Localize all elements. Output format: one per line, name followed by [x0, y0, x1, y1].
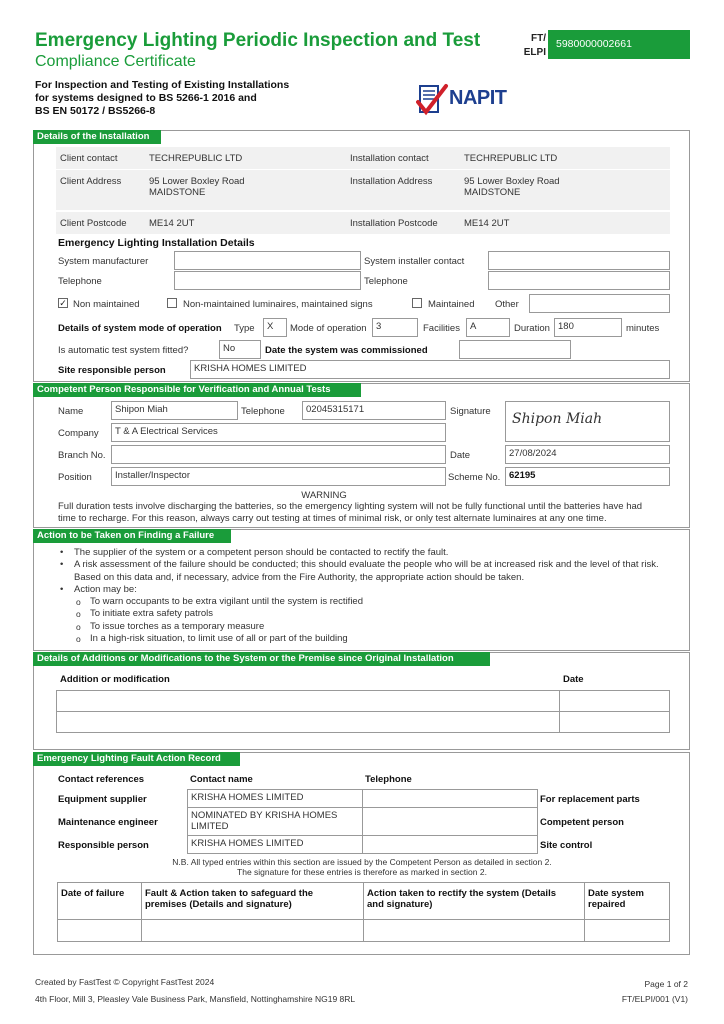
position-label: Position — [58, 472, 92, 483]
installation-address-label: Installation Address — [350, 176, 433, 187]
page-subtitle: Compliance Certificate — [35, 53, 196, 70]
additions-col-addition: Addition or modification — [60, 674, 170, 685]
form-code-1: FT/ — [531, 33, 546, 44]
contact-name-heading: Contact name — [190, 774, 253, 785]
intro-line-2: for systems designed to BS 5266-1 2016 and — [35, 92, 257, 104]
action-item: • The supplier of the system or a competent person should be contacted to rectify the fault. — [58, 547, 678, 559]
fault-heading: Emergency Lighting Fault Action Record — [33, 752, 240, 766]
facilities-label: Facilities — [423, 323, 460, 334]
date-cell[interactable] — [560, 712, 670, 733]
table-row — [58, 920, 670, 942]
mode-heading: Details of system mode of operation — [58, 323, 222, 334]
certificate-number: 5980000002661 — [548, 30, 690, 59]
maintenance-engineer-name-field[interactable] — [187, 807, 363, 836]
competent-telephone-label: Telephone — [241, 406, 285, 417]
warning-line-1: Full duration tests involve discharging the batteries, so the emergency lighting system will not be fully functional until the batteries have had — [58, 501, 643, 512]
competent-heading: Competent Person Responsible for Verification and Annual Tests — [33, 383, 361, 397]
nb-note-2: The signature for these entries is therefore as marked in section 2. — [237, 867, 487, 877]
auto-test-label: Is automatic test system fitted? — [58, 345, 189, 356]
rectify-action-header-line-1: Action taken to rectify the system (Details — [367, 888, 556, 899]
date-cell[interactable] — [560, 691, 670, 712]
date-of-failure-cell[interactable] — [58, 920, 142, 942]
rectify-action-header-line-2: and signature) — [367, 899, 433, 910]
client-postcode-label: Client Postcode — [60, 218, 127, 229]
signature-image: Shipon Miah — [512, 411, 603, 427]
equipment-supplier-name-field[interactable]: KRISHA HOMES LIMITED — [187, 789, 363, 808]
action-item: • Action may be: — [58, 584, 678, 596]
client-contact-label: Client contact — [60, 153, 118, 164]
facilities-field[interactable]: A — [466, 318, 510, 337]
telephone-left-field[interactable] — [174, 271, 361, 290]
responsible-person-note: Site control — [540, 840, 593, 851]
minutes-label: minutes — [626, 323, 660, 334]
equipment-supplier-label: Equipment supplier — [58, 794, 147, 805]
client-address-line-1: 95 Lower Boxley Road — [149, 176, 245, 187]
footer-form-code: FT/ELPI/001 (V1) — [621, 994, 688, 1004]
intro-text — [35, 79, 289, 118]
date-label: Date — [450, 450, 471, 461]
installation-contact-label: Installation contact — [350, 153, 429, 164]
napit-tick-icon — [416, 82, 450, 116]
contact-refs-heading: Contact references — [58, 774, 145, 785]
additions-heading: Details of Additions or Modifications to the System or the Premise since Original Installation — [33, 652, 490, 666]
name-label: Name — [58, 406, 84, 417]
date-repaired-header-line-1: Date system — [588, 888, 644, 899]
site-responsible-field[interactable]: KRISHA HOMES LIMITED — [190, 360, 670, 379]
system-manufacturer-label: System manufacturer — [58, 256, 149, 267]
non-maintained-label: Non maintained — [73, 299, 140, 310]
action-subitem: o In a high-risk situation, to limit use of all or part of the building — [58, 633, 678, 645]
other-field[interactable] — [529, 294, 670, 313]
footer-page-number: Page 1 of 2 — [644, 979, 688, 989]
fault-action-cell[interactable] — [142, 920, 364, 942]
equipment-supplier-note: For replacement parts — [540, 794, 640, 805]
fault-table — [57, 882, 670, 942]
table-header-row — [58, 883, 670, 920]
date-repaired-header — [585, 883, 670, 920]
nm-luminaires-label: Non-maintained luminaires, maintained signs — [183, 299, 373, 310]
installation-address-line-2: MAIDSTONE — [464, 187, 521, 198]
system-installer-label: System installer contact — [364, 256, 465, 267]
duration-label: Duration — [514, 323, 550, 334]
system-manufacturer-field[interactable] — [174, 251, 361, 270]
other-label: Other — [495, 299, 519, 310]
system-installer-field[interactable] — [488, 251, 670, 270]
warning-line-2: time to recharge. For this reason, always carry out testing at times of minimal risk, or only test alternate luminaires at any one time. — [58, 513, 607, 524]
installation-postcode-label: Installation Postcode — [350, 218, 438, 229]
installation-heading: Details of the Installation — [33, 130, 161, 144]
warning-text — [58, 501, 678, 524]
date-field[interactable]: 27/08/2024 — [505, 445, 670, 464]
action-item-continued: Based on this data and, if necessary, advice from the Fire Authority, the appropriate action should be taken. — [74, 571, 525, 583]
intro-line-3: BS EN 50172 / BS5266-8 — [35, 105, 156, 117]
type-field[interactable]: X — [263, 318, 287, 337]
rectify-action-header — [364, 883, 585, 920]
addition-cell[interactable] — [57, 691, 560, 712]
branch-label: Branch No. — [58, 450, 106, 461]
commissioned-field[interactable] — [459, 340, 571, 359]
signature-label: Signature — [450, 406, 491, 417]
date-repaired-cell[interactable] — [585, 920, 670, 942]
table-row — [57, 712, 670, 733]
branch-field[interactable] — [111, 445, 446, 464]
client-address-line-2: MAIDSTONE — [149, 187, 206, 198]
maintenance-engineer-name-line-2: LIMITED — [191, 821, 229, 832]
date-repaired-header-line-2: repaired — [588, 899, 626, 910]
competent-telephone-field[interactable]: 02045315171 — [302, 401, 446, 420]
installation-address-line-1: 95 Lower Boxley Road — [464, 176, 560, 187]
additions-table — [56, 690, 670, 733]
fault-action-header-line-1: Fault & Action taken to safeguard the — [145, 888, 314, 899]
commissioned-label: Date the system was commissioned — [265, 345, 428, 356]
equipment-supplier-telephone-field[interactable] — [362, 789, 538, 808]
warning-title: WARNING — [301, 490, 347, 501]
client-address-value — [149, 176, 245, 198]
mode-field[interactable]: 3 — [372, 318, 418, 337]
company-field[interactable]: T & A Electrical Services — [111, 423, 446, 442]
form-code — [520, 32, 546, 60]
action-item: • A risk assessment of the failure should be conducted; this should evaluate the people who will be at increased risk and the level of that risk. — [58, 559, 678, 571]
fault-action-header-line-2: premises (Details and signature) — [145, 899, 292, 910]
maintenance-engineer-telephone-field[interactable] — [362, 807, 538, 836]
telephone-right-field[interactable] — [488, 271, 670, 290]
form-code-2: ELPI — [523, 47, 546, 58]
action-list — [58, 547, 678, 645]
installation-contact-value: TECHREPUBLIC LTD — [464, 153, 558, 164]
maintained-label: Maintained — [428, 299, 475, 310]
client-contact-value: TECHREPUBLIC LTD — [149, 153, 243, 164]
name-field[interactable]: Shipon Miah — [111, 401, 238, 420]
el-details-heading: Emergency Lighting Installation Details — [58, 237, 255, 249]
non-maintained-checkbox[interactable]: ✓ — [59, 298, 67, 308]
signature-field[interactable] — [505, 401, 670, 442]
type-label: Type — [234, 323, 255, 334]
additions-col-date: Date — [563, 674, 584, 685]
nm-luminaires-checkbox[interactable] — [167, 298, 177, 308]
auto-test-field[interactable]: No — [219, 340, 261, 359]
action-heading: Action to be Taken on Finding a Failure — [33, 529, 231, 543]
table-row — [57, 691, 670, 712]
maintenance-engineer-name-line-1: NOMINATED BY KRISHA HOMES — [191, 810, 338, 821]
client-address-label: Client Address — [60, 176, 122, 187]
duration-field[interactable]: 180 — [554, 318, 622, 337]
responsible-person-label: Responsible person — [58, 840, 149, 851]
responsible-person-telephone-field[interactable] — [362, 835, 538, 854]
rectify-action-cell[interactable] — [364, 920, 585, 942]
action-subitem: o To issue torches as a temporary measure — [58, 621, 678, 633]
intro-line-1: For Inspection and Testing of Existing Installations — [35, 79, 290, 91]
installation-address-value — [464, 176, 560, 198]
installation-postcode-value: ME14 2UT — [464, 218, 510, 229]
napit-logo-text: NAPIT — [449, 87, 507, 109]
fault-action-header — [142, 883, 364, 920]
fault-telephone-heading: Telephone — [365, 774, 412, 785]
maintenance-engineer-note: Competent person — [540, 817, 624, 828]
napit-logo — [416, 82, 508, 116]
scheme-field[interactable]: 62195 — [505, 467, 670, 486]
date-of-failure-header-text: Date of failure — [61, 888, 125, 899]
company-label: Company — [58, 428, 99, 439]
position-field[interactable]: Installer/Inspector — [111, 467, 446, 486]
action-subitem: o To warn occupants to be extra vigilant until the system is rectified — [58, 596, 678, 608]
scheme-label: Scheme No. — [448, 472, 501, 483]
footer-address: 4th Floor, Mill 3, Pleasley Vale Business Park, Mansfield, Nottinghamshire NG19 8RL — [35, 994, 356, 1004]
footer-copyright: Created by FastTest © Copyright FastTest 2024 — [35, 977, 215, 987]
addition-cell[interactable] — [57, 712, 560, 733]
page-title: Emergency Lighting Periodic Inspection and Test — [35, 30, 481, 51]
nb-note-1: N.B. All typed entries within this section are issued by the Competent Person as detailed in section 2. — [172, 857, 552, 867]
mode-label: Mode of operation — [290, 323, 367, 334]
maintained-checkbox[interactable] — [412, 298, 422, 308]
site-responsible-label: Site responsible person — [58, 365, 166, 376]
action-subitem: o To initiate extra safety patrols — [58, 608, 678, 620]
telephone-left-label: Telephone — [58, 276, 102, 287]
client-postcode-value: ME14 2UT — [149, 218, 195, 229]
telephone-right-label: Telephone — [364, 276, 408, 287]
date-of-failure-header — [58, 883, 142, 920]
responsible-person-name-field[interactable]: KRISHA HOMES LIMITED — [187, 835, 363, 854]
maintenance-engineer-label: Maintenance engineer — [58, 817, 158, 828]
